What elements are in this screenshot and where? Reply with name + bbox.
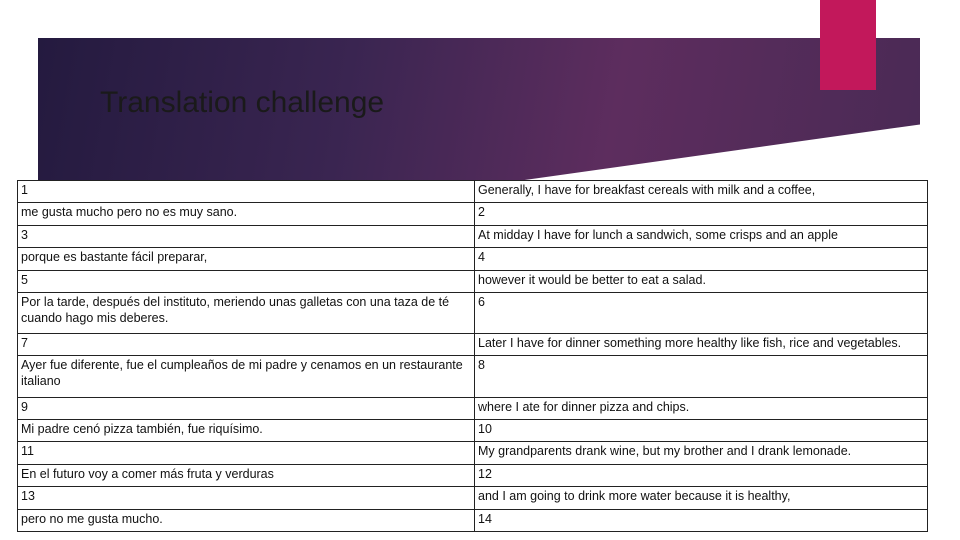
english-cell: 6 bbox=[475, 292, 928, 333]
english-cell: My grandparents drank wine, but my brother and I drank lemonade. bbox=[475, 442, 928, 464]
spanish-cell: me gusta mucho pero no es muy sano. bbox=[18, 203, 475, 225]
spanish-cell: Ayer fue diferente, fue el cumpleaños de mi padre y cenamos en un restaurante italiano bbox=[18, 356, 475, 397]
spanish-cell: Por la tarde, después del instituto, meriendo unas galletas con una taza de té cuando hago mis deberes. bbox=[18, 292, 475, 333]
accent-bar bbox=[820, 0, 876, 90]
english-cell: 2 bbox=[475, 203, 928, 225]
spanish-cell: 7 bbox=[18, 334, 475, 356]
spanish-cell: 9 bbox=[18, 397, 475, 419]
spanish-cell: 13 bbox=[18, 487, 475, 509]
english-cell: 12 bbox=[475, 464, 928, 486]
table-row bbox=[18, 248, 928, 270]
table-row bbox=[18, 225, 928, 247]
spanish-cell: Mi padre cenó pizza también, fue riquísimo. bbox=[18, 420, 475, 442]
english-cell: 14 bbox=[475, 509, 928, 531]
english-cell: Later I have for dinner something more healthy like fish, rice and vegetables. bbox=[475, 334, 928, 356]
english-cell: Generally, I have for breakfast cereals with milk and a coffee, bbox=[475, 181, 928, 203]
table-row bbox=[18, 334, 928, 356]
table-row bbox=[18, 270, 928, 292]
spanish-cell: 5 bbox=[18, 270, 475, 292]
banner-sweep bbox=[52, 121, 920, 180]
english-cell: and I am going to drink more water because it is healthy, bbox=[475, 487, 928, 509]
spanish-cell: 11 bbox=[18, 442, 475, 464]
translation-table bbox=[17, 180, 928, 532]
table-row bbox=[18, 356, 928, 397]
spanish-cell: 1 bbox=[18, 181, 475, 203]
english-cell: At midday I have for lunch a sandwich, some crisps and an apple bbox=[475, 225, 928, 247]
spanish-cell: 3 bbox=[18, 225, 475, 247]
english-cell: where I ate for dinner pizza and chips. bbox=[475, 397, 928, 419]
slide-title: Translation challenge bbox=[100, 86, 385, 119]
table-row bbox=[18, 292, 928, 333]
english-cell: 4 bbox=[475, 248, 928, 270]
table-row bbox=[18, 420, 928, 442]
table-row bbox=[18, 464, 928, 486]
spanish-cell: En el futuro voy a comer más fruta y verduras bbox=[18, 464, 475, 486]
spanish-cell: pero no me gusta mucho. bbox=[18, 509, 475, 531]
table-row bbox=[18, 203, 928, 225]
table-row bbox=[18, 509, 928, 531]
spanish-cell: porque es bastante fácil preparar, bbox=[18, 248, 475, 270]
table-row bbox=[18, 181, 928, 203]
table-row bbox=[18, 487, 928, 509]
table-row bbox=[18, 442, 928, 464]
english-cell: 8 bbox=[475, 356, 928, 397]
english-cell: 10 bbox=[475, 420, 928, 442]
table-row bbox=[18, 397, 928, 419]
english-cell: however it would be better to eat a salad. bbox=[475, 270, 928, 292]
